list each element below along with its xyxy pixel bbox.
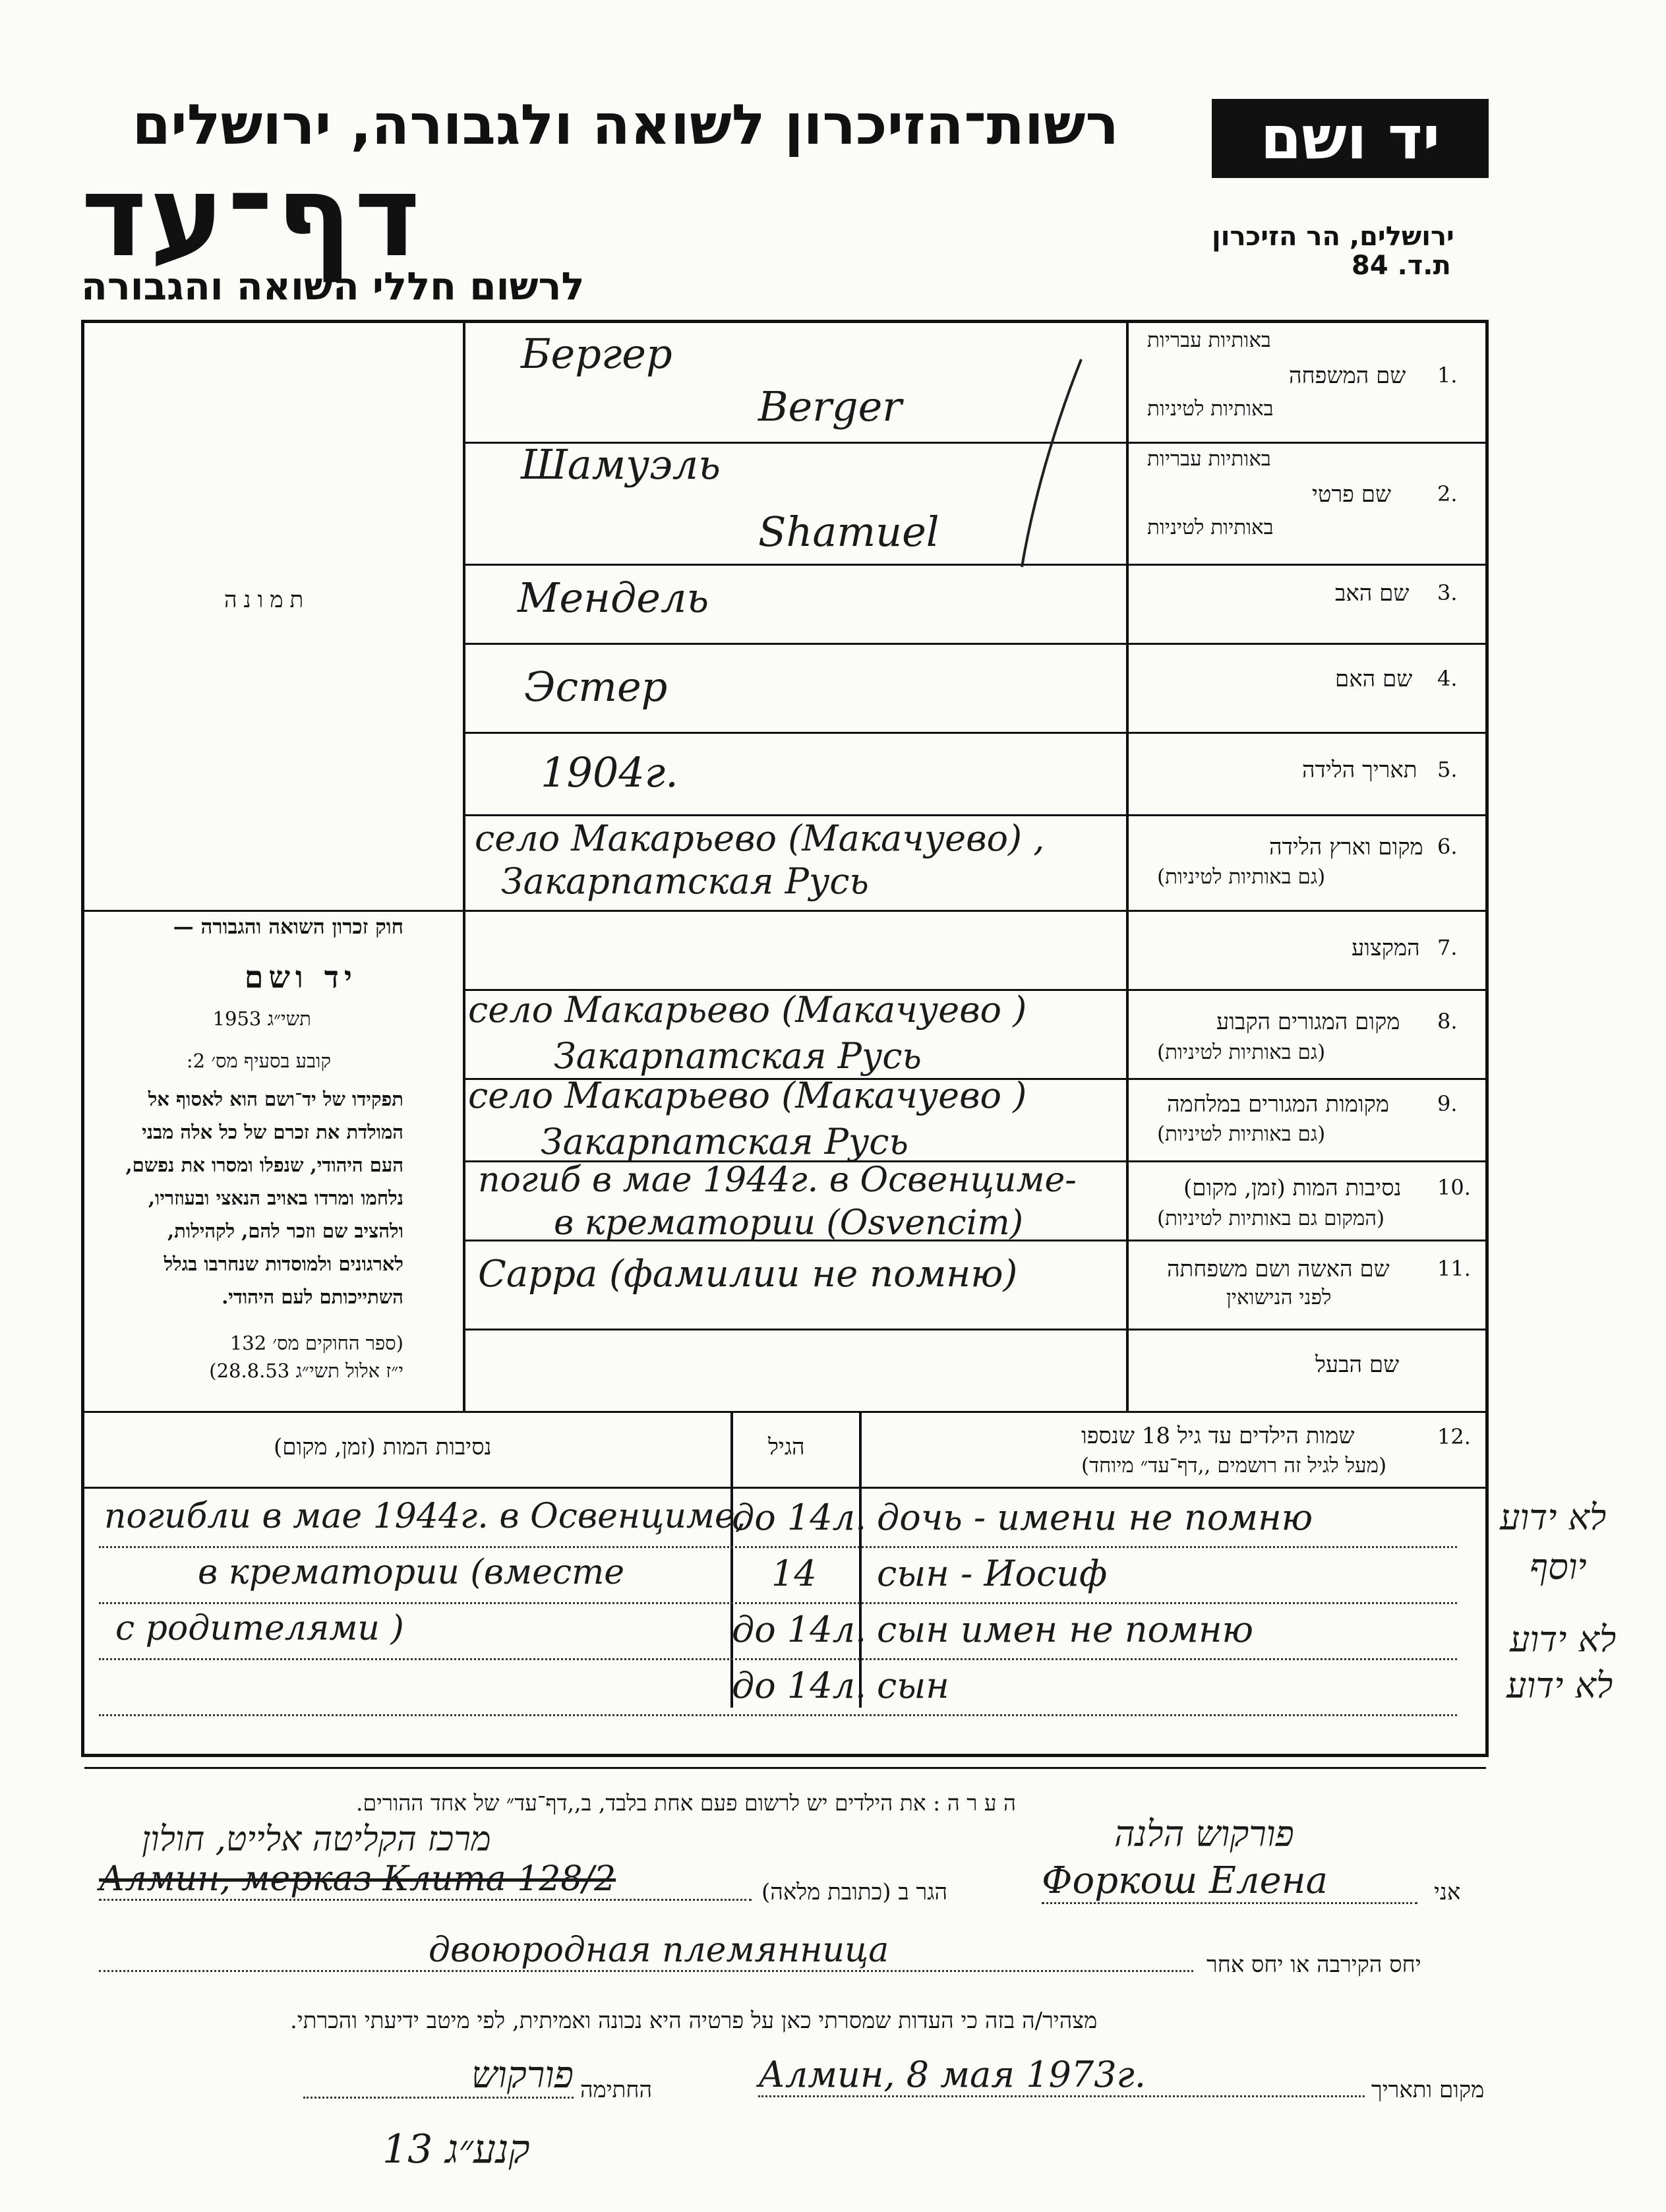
field-10-number: 10.	[1437, 1175, 1471, 1200]
field-6-number: 6.	[1437, 834, 1458, 859]
yad-vashem-logo: יד ושם	[1212, 99, 1489, 178]
law-section: קובע בסעיף מס׳ 2:	[186, 1050, 331, 1072]
bottom-scrawl: קנע״ג 13	[382, 2126, 530, 2172]
children-section-top	[84, 1411, 1486, 1413]
field-2-number: 2.	[1437, 481, 1458, 506]
field-7-label: המקצוע	[1352, 935, 1420, 961]
mother-name: Эстер	[524, 663, 668, 711]
declaration-text: מצהיר/ה בזה כי העדות שמסרתי כאן על פרטיה היא נכונה ואמיתית, לפי מיטב ידיעתי והכרתי.	[290, 2008, 1098, 2034]
age-column-right	[859, 1411, 862, 1708]
birthplace-line-1: село Макарьево (Макачуево) ,	[475, 818, 1045, 859]
field-6-sublabel: (גם באותיות לטיניות)	[1157, 865, 1326, 889]
photo-column-divider	[463, 323, 465, 1411]
child-death-circumstances: в крематории (вместе	[198, 1553, 625, 1592]
row-divider	[464, 1329, 1486, 1330]
ani-label: אני	[1434, 1879, 1461, 1905]
permanent-residence-line-1: село Макарьево (Макачуево )	[468, 989, 1027, 1031]
margin-note: לא ידוע	[1500, 1497, 1607, 1538]
first-name-latin: Shamuel	[758, 508, 939, 556]
law-text-line: המולדת את זכרם של כל אלה מבני	[142, 1121, 403, 1143]
field-8-number: 8.	[1437, 1009, 1458, 1034]
label-latin-letters: באותיות לטיניות	[1147, 397, 1274, 421]
residing-label: הגר ב (כתובת מלאה)	[761, 1879, 948, 1905]
law-text-line: נלחמו ומרדו באויב הנאצי ובעוזריו,	[148, 1187, 403, 1209]
address-line-2: ת.ד. 84	[1352, 251, 1451, 281]
field-10-sublabel: (המקום גם באותיות לטיניות)	[1157, 1207, 1385, 1230]
field-4-label: שם האם	[1335, 666, 1413, 692]
witness-address: Алмин, мерказ Клита 128/2	[99, 1859, 752, 1901]
child-name: сын	[877, 1665, 949, 1706]
signature: פורקוש	[303, 2054, 574, 2099]
children-row-line	[99, 1714, 1457, 1716]
husband-name-label: שם הבעל	[1315, 1352, 1400, 1378]
child-name: дочь - имени не помню	[877, 1497, 1313, 1538]
field-5-label: תאריך הלידה	[1302, 757, 1417, 783]
wife-name: Сарра (фамилии не помню)	[478, 1253, 1018, 1296]
children-names-subheader: (מעל לגיל זה רושמים ,,דף־עד״ מיוחד)	[1081, 1454, 1387, 1478]
death-circumstances-line-2: в крематории (Osvencim)	[554, 1203, 1024, 1243]
age-column-left	[730, 1411, 733, 1708]
child-age: до 14л.	[732, 1609, 867, 1650]
child-age: до 14л.	[732, 1497, 867, 1538]
field-11-number: 11.	[1437, 1256, 1471, 1281]
label-latin-letters: באותיות לטיניות	[1147, 516, 1274, 539]
children-row-line	[99, 1658, 1457, 1660]
child-death-circumstances: погибли в мае 1944г. в Освенциме,	[104, 1497, 746, 1536]
signature-label: החתימה	[580, 2077, 653, 2103]
address-line-1: ירושלים, הר הזיכרון	[1212, 222, 1454, 252]
relation-value: двоюродная племянница	[99, 1930, 1193, 1972]
field-8-sublabel: (גם באותיות לטיניות)	[1157, 1040, 1326, 1064]
children-header-bottom	[84, 1487, 1486, 1489]
permanent-residence-line-2: Закарпатская Русь	[554, 1035, 922, 1077]
law-text-line: השתייכותם לעם היהודי.	[222, 1286, 403, 1308]
first-name-cyrillic: Шамуэль	[521, 440, 721, 489]
row-divider	[464, 643, 1486, 645]
place-date-value: Алмин, 8 мая 1973г.	[758, 2054, 1365, 2097]
field-10-label: נסיבות המות (זמן, מקום)	[1183, 1175, 1402, 1201]
law-title: חוק זכרון השואה והגבורה —	[173, 915, 403, 939]
wartime-residence-line-1: село Макарьево (Макачуево )	[468, 1075, 1027, 1116]
field-2-label: שם פרטי	[1312, 481, 1392, 508]
law-date: י״ז אלול תשי״ג 28.8.53)	[209, 1360, 403, 1382]
law-text-line: תפקידו של יד־ושם הוא לאסוף אל	[148, 1088, 403, 1110]
photo-placeholder-label: תמונה	[224, 587, 311, 613]
witness-name: Форкош Елена	[1042, 1859, 1417, 1904]
children-death-header: נסיבות המות (זמן, מקום)	[274, 1434, 492, 1460]
row-divider	[464, 910, 1486, 912]
field-9-number: 9.	[1437, 1091, 1458, 1116]
field-11-sublabel: לפני הנישואין	[1226, 1286, 1332, 1309]
field-4-number: 4.	[1437, 666, 1458, 691]
birthplace-line-2: Закарпатская Русь	[501, 860, 869, 902]
label-column-divider	[1126, 323, 1129, 1411]
witness-name-hebrew: פורקוש הלנה	[1114, 1813, 1294, 1855]
law-text-line: לארגונים ולמוסדות שנחרבו בגלל	[164, 1253, 403, 1275]
death-circumstances-line-1: погиб в мае 1944г. в Освенциме-	[478, 1160, 1077, 1200]
law-year: תשי״ג 1953	[212, 1007, 311, 1030]
father-name: Мендель	[518, 574, 709, 622]
law-text-line: ולהציב שם וזכר להם, לקהילות,	[167, 1220, 403, 1242]
form-subtitle: לרשום חללי השואה והגבורה	[81, 264, 585, 309]
children-row-line	[99, 1602, 1457, 1604]
field-9-sublabel: (גם באותיות לטיניות)	[1157, 1122, 1326, 1146]
field-11-label: שם האשה ושם משפחתה	[1167, 1256, 1390, 1282]
photo-box-bottom	[84, 910, 464, 912]
children-age-header: הגיל	[768, 1434, 805, 1460]
child-age: до 14л.	[732, 1665, 867, 1706]
field-3-label: שם האב	[1335, 580, 1410, 607]
field-12-number: 12.	[1437, 1424, 1471, 1449]
surname-cyrillic: Бергер	[521, 330, 672, 378]
field-3-number: 3.	[1437, 580, 1458, 605]
form-title: דף־עד	[81, 152, 423, 282]
margin-note: לא ידוע	[1510, 1619, 1617, 1660]
field-1-number: 1.	[1437, 363, 1458, 388]
law-book: (ספר החוקים מס׳ 132	[229, 1332, 403, 1354]
field-6-label: מקום וארץ הלידה	[1269, 834, 1423, 860]
pen-stroke	[1009, 356, 1088, 574]
children-section-bottom	[84, 1767, 1486, 1769]
address-hebrew: מרכז הקליטה אלייט, חולון	[142, 1820, 491, 1859]
field-9-label: מקומות המגורים במלחמה	[1167, 1091, 1389, 1118]
child-name: сын имен не помню	[877, 1609, 1254, 1650]
field-8-label: מקום המגורים הקבוע	[1216, 1009, 1400, 1035]
field-7-number: 7.	[1437, 935, 1458, 960]
law-name: יד ושם	[244, 959, 357, 995]
row-divider	[464, 814, 1486, 816]
place-date-label: מקום ותאריך	[1371, 2077, 1485, 2103]
field-5-number: 5.	[1437, 757, 1458, 782]
child-name: сын - Иосиф	[877, 1553, 1108, 1594]
row-divider	[464, 732, 1486, 734]
wartime-residence-line-2: Закарпатская Русь	[541, 1121, 908, 1162]
children-names-header: שמות הילדים עד גיל 18 שנספו	[1081, 1423, 1355, 1449]
children-row-line	[99, 1546, 1457, 1548]
note-text: ה ע ר ה : את הילדים יש לרשום פעם אחת בלבד, ב,,דף־עד״ של אחד ההורים.	[356, 1790, 1017, 1816]
organization-name: רשות־הזיכרון לשואה ולגבורה, ירושלים	[132, 92, 1119, 157]
margin-note: לא ידוע	[1506, 1665, 1613, 1706]
birth-date: 1904г.	[541, 748, 678, 796]
surname-latin: Berger	[758, 382, 902, 431]
child-death-circumstances: с родителями )	[115, 1609, 404, 1648]
child-age: 14	[771, 1553, 817, 1594]
law-text-line: העם היהודי, שנפלו ומסרו את נפשם,	[125, 1154, 403, 1176]
relation-label: יחס הקירבה או יחס אחר	[1206, 1952, 1421, 1978]
margin-note: יוסף	[1530, 1546, 1587, 1588]
label-hebrew-letters: באותיות עבריות	[1147, 328, 1271, 352]
row-divider	[464, 564, 1486, 566]
label-hebrew-letters: באותיות עבריות	[1147, 447, 1271, 471]
field-1-label: שם המשפחה	[1289, 363, 1406, 389]
